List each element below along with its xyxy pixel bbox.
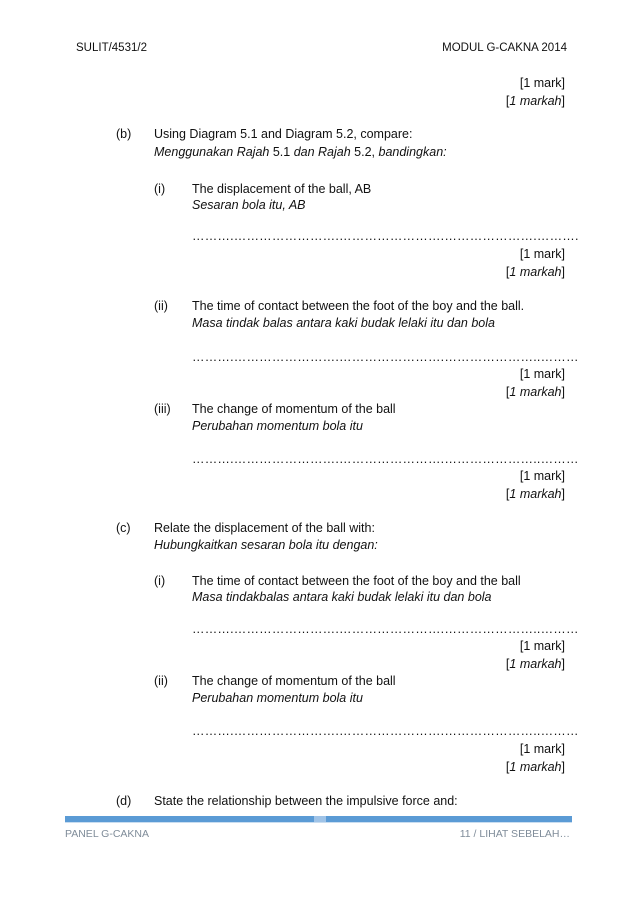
mark-en: [1 mark] — [519, 247, 565, 261]
item-bm: Sesaran bola itu, AB — [192, 198, 306, 212]
item-label: (i) — [154, 182, 166, 196]
item-en: The change of momentum of the ball — [192, 674, 396, 688]
header-left: SULIT/4531/2 — [76, 42, 147, 54]
answer-line[interactable]: ……….…………………….…………………….…………………..……… — [192, 452, 579, 466]
item-en: The time of contact between the foot of the boy and the ball. — [192, 299, 525, 313]
item-en: The time of contact between the foot of the boy and the ball — [192, 574, 521, 588]
item-bm: Perubahan momentum bola itu — [192, 419, 363, 433]
mark-bm: [1 markah] — [505, 487, 565, 501]
mark-bm: [1 markah] — [505, 657, 565, 671]
item-bm: Masa tindak balas antara kaki budak lelaki itu dan bola — [192, 316, 495, 330]
question-b-bm: Menggunakan Rajah 5.1 dan Rajah 5.2, bandingkan: — [154, 145, 447, 159]
mark-en: [1 mark] — [519, 76, 565, 90]
question-c-bm: Hubungkaitkan sesaran bola itu dengan: — [154, 538, 378, 552]
question-label-c: (c) — [116, 521, 131, 535]
item-label: (i) — [154, 574, 166, 588]
item-bm: Masa tindakbalas antara kaki budak lelaki itu dan bola — [192, 590, 492, 604]
item-en: The displacement of the ball, AB — [192, 182, 372, 196]
answer-line[interactable]: ……….…………………….…………………….…………………..……… — [192, 350, 579, 364]
header-right: MODUL G-CAKNA 2014 — [442, 42, 567, 54]
footer-rule-thin — [65, 822, 572, 823]
question-label-d: (d) — [116, 794, 132, 808]
item-label: (ii) — [154, 299, 168, 313]
answer-line[interactable]: ……….…………………….…………………….………………….………. — [192, 229, 579, 243]
question-d-en: State the relationship between the impulsive force and: — [154, 794, 458, 808]
item-label: (iii) — [154, 402, 171, 416]
item-label: (ii) — [154, 674, 168, 688]
question-label-b: (b) — [116, 127, 132, 141]
mark-en: [1 mark] — [519, 639, 565, 653]
mark-en: [1 mark] — [519, 469, 565, 483]
question-c-en: Relate the displacement of the ball with: — [154, 521, 375, 535]
mark-en: [1 mark] — [519, 742, 565, 756]
mark-bm: [1 markah] — [505, 385, 565, 399]
footer-right: 11 / LIHAT SEBELAH… — [459, 828, 570, 840]
item-bm: Perubahan momentum bola itu — [192, 691, 363, 705]
footer-left: PANEL G-CAKNA — [65, 828, 150, 840]
answer-line[interactable]: ……….…………………….…………………….…………………..……… — [192, 724, 579, 738]
answer-line[interactable]: ……….…………………….…………………….…………………..……… — [192, 622, 579, 636]
item-en: The change of momentum of the ball — [192, 402, 396, 416]
mark-en: [1 mark] — [519, 367, 565, 381]
mark-bm: [1 markah] — [505, 265, 565, 279]
mark-bm: [1 markah] — [505, 94, 565, 108]
question-b-en: Using Diagram 5.1 and Diagram 5.2, compare: — [154, 127, 413, 141]
mark-bm: [1 markah] — [505, 760, 565, 774]
